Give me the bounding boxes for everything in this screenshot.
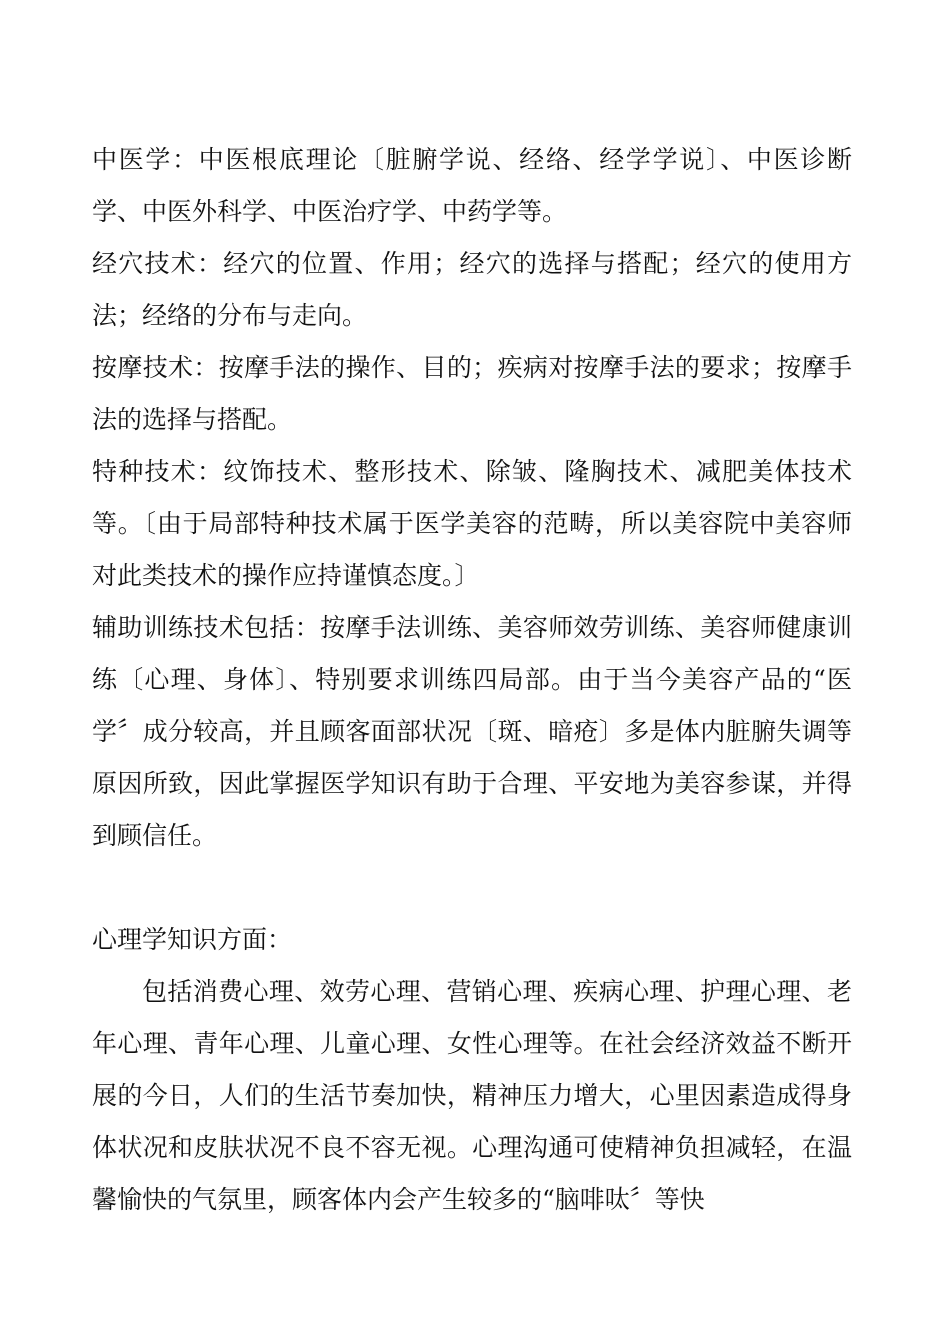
- paragraph-spacer: [92, 862, 852, 914]
- paragraph-acupoint-technique: 经穴技术：经穴的位置、作用；经穴的选择与搭配；经穴的使用方法；经络的分布与走向。: [92, 249, 852, 330]
- paragraph-special-technique: 特种技术：纹饰技术、整形技术、除皱、隆胸技术、减肥美体技术等。〔由于局部特种技术属于医学美容的范畴，所以美容院中美容师对此类技术的操作应持谨慎态度。〕: [92, 457, 852, 590]
- section-heading-psychology: 心理学知识方面：: [92, 925, 293, 954]
- document-page: [92, 134, 852, 1226]
- paragraph-massage-technique: 按摩技术：按摩手法的操作、目的；疾病对按摩手法的要求；按摩手法的选择与搭配。: [92, 353, 852, 434]
- paragraph-psychology: 包括消费心理、效劳心理、营销心理、疾病心理、护理心理、老年心理、青年心理、儿童心理、女性心理等。在社会经济效益不断开展的今日，人们的生活节奏加快，精神压力增大，心里因素造成得身体状况和皮肤状况不良不容无视。心理沟通可使精神负担减轻，在温馨愉快的气氛里，顾客体内会产生较多的“脑啡呔〞等快: [92, 977, 852, 1214]
- paragraph-auxiliary-training: 辅助训练技术包括：按摩手法训练、美容师效劳训练、美容师健康训练〔心理、身体〕、特别要求训练四局部。由于当今美容产品的“医学〞成分较高，并且顾客面部状况〔斑、暗疮〕多是体内脏腑失调等原因所致，因此掌握医学知识有助于合理、平安地为美容参谋，并得到顾信任。: [92, 613, 852, 850]
- paragraph-tcm: 中医学：中医根底理论〔脏腑学说、经络、经学学说〕、中医诊断学、中医外科学、中医治疗学、中药学等。: [92, 145, 852, 226]
